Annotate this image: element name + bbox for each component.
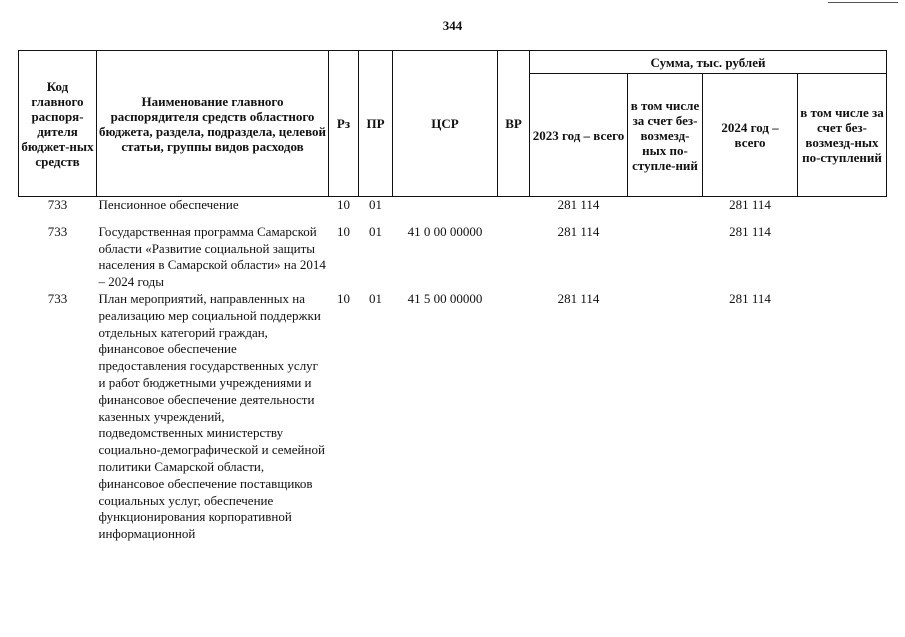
cell-2023-free <box>628 291 703 543</box>
header-rz: Рз <box>329 51 359 197</box>
cell-pr: 01 <box>369 197 382 212</box>
header-name: Наименование главного распорядителя средств областного бюджета, раздела, подраздела, целевой статьи, группы видов расходов <box>97 51 329 197</box>
cell-2023-total: 281 114 <box>557 223 600 239</box>
cell-vr <box>498 214 530 291</box>
cell-2024-free <box>798 197 887 214</box>
table-row <box>19 291 887 543</box>
cell-rz: 10 <box>337 223 350 239</box>
cell-vr <box>498 197 530 214</box>
cell-pr: 01 <box>369 223 382 239</box>
header-2023-free: в том числе за счет без-возмезд-ных по-ступле-ний <box>628 74 703 197</box>
cell-code: 733 <box>47 223 68 239</box>
cell-2024-total: 281 114 <box>729 290 771 306</box>
page-number: 344 <box>442 18 463 33</box>
cell-2024-total: 281 114 <box>729 223 771 239</box>
cell-rz: 10 <box>337 290 350 306</box>
cell-csr: 41 5 00 00000 <box>407 290 483 306</box>
cell-2023-total: 281 114 <box>557 290 600 306</box>
cell-csr <box>393 197 498 214</box>
cell-pr: 01 <box>369 290 382 306</box>
cell-vr <box>498 291 530 543</box>
header-2024-total: 2024 год – всего <box>703 74 798 197</box>
cell-2023-free <box>628 197 703 214</box>
header-2024-free: в том числе за счет без-возмезд-ных по-ступлений <box>798 74 887 197</box>
table-row <box>19 214 887 291</box>
cell-2024-free <box>798 214 887 291</box>
cell-rz: 10 <box>337 197 350 212</box>
header-csr: ЦСР <box>393 51 498 197</box>
header-vr: ВР <box>498 51 530 197</box>
header-pr: ПР <box>359 51 393 197</box>
cell-name: План мероприятий, направленных на реализацию мер социальной поддержки отдельных категорий граждан, финансовое обеспечение предоставления государственных услуг и работ бюджетными учреждениями и финансовое обеспечение деятельности казенных учреждений, подведомственных министерству социально-демографической и семейной политики Самарской области, финансовое обеспечение поставщиков социальных услуг, обеспечение функционирования корпоративной информационной <box>98 290 325 542</box>
cell-name: Пенсионное обеспечение <box>98 197 239 212</box>
cell-2023-free <box>628 214 703 291</box>
header-2023-total: 2023 год – всего <box>530 74 628 197</box>
cell-code: 733 <box>47 197 68 212</box>
top-edge-rule <box>828 2 898 3</box>
header-code: Код главного распоря-дителя бюджет-ных средств <box>19 51 97 197</box>
table-row <box>19 197 887 214</box>
cell-2023-total: 281 114 <box>557 197 600 212</box>
cell-name: Государственная программа Самарской области «Развитие социальной защиты населения в Самарской области» на 2014 – 2024 годы <box>98 223 326 290</box>
budget-table <box>18 50 887 543</box>
header-sum: Сумма, тыс. рублей <box>530 51 887 74</box>
cell-2024-free <box>798 291 887 543</box>
cell-csr: 41 0 00 00000 <box>407 223 483 239</box>
cell-code: 733 <box>47 290 68 306</box>
cell-2024-total: 281 114 <box>729 197 771 212</box>
